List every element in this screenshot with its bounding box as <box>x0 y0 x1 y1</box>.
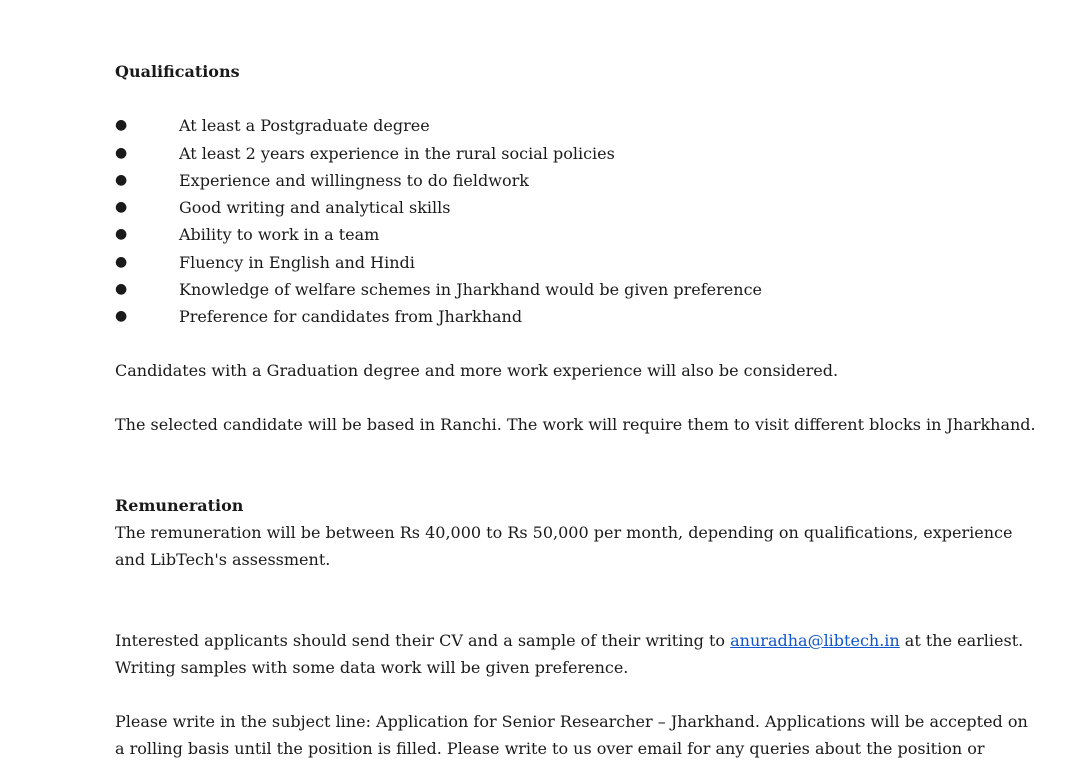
apply-line-2: Writing samples with some data work will be given preference. <box>115 658 629 677</box>
bullet-icon: ● <box>115 226 128 242</box>
bullet-icon: ● <box>115 172 128 188</box>
remuneration-line-1: The remuneration will be between Rs 40,000 to Rs 50,000 per month, depending on qualifications, experience <box>115 523 1013 542</box>
bullet-icon: ● <box>115 199 128 215</box>
remuneration-line-2: and LibTech's assessment. <box>115 550 331 569</box>
list-item-text: Preference for candidates from Jharkhand <box>179 307 523 326</box>
graduation-note: Candidates with a Graduation degree and more work experience will also be considered. <box>115 361 839 380</box>
apply-text-after: at the earliest. <box>899 631 1024 650</box>
list-item-text: Ability to work in a team <box>179 225 380 244</box>
subject-line-2: a rolling basis until the position is filled. Please write to us over email for any queries about the position or <box>115 739 985 758</box>
list-item-text: Fluency in English and Hindi <box>179 253 415 272</box>
qualifications-heading: Qualifications <box>115 62 240 81</box>
bullet-icon: ● <box>115 117 128 133</box>
bullet-icon: ● <box>115 308 128 324</box>
list-item-text: Knowledge of welfare schemes in Jharkhand would be given preference <box>179 280 762 299</box>
list-item-text: At least 2 years experience in the rural social policies <box>179 144 615 163</box>
apply-text-before: Interested applicants should send their CV and a sample of their writing to <box>115 631 731 650</box>
location-note: The selected candidate will be based in Ranchi. The work will require them to visit different blocks in Jharkhand. <box>115 415 1036 434</box>
bullet-icon: ● <box>115 281 128 297</box>
email-link[interactable]: anuradha@libtech.in <box>730 631 900 650</box>
remuneration-heading: Remuneration <box>115 496 244 515</box>
subject-line-1: Please write in the subject line: Application for Senior Researcher – Jharkhand. Applications will be accepted on <box>115 712 1028 731</box>
list-item-text: Good writing and analytical skills <box>179 198 451 217</box>
bullet-icon: ● <box>115 254 128 270</box>
bullet-icon: ● <box>115 145 128 161</box>
list-item-text: At least a Postgraduate degree <box>179 116 430 135</box>
list-item-text: Experience and willingness to do fieldwork <box>179 171 529 190</box>
apply-line-1 <box>115 627 1024 654</box>
